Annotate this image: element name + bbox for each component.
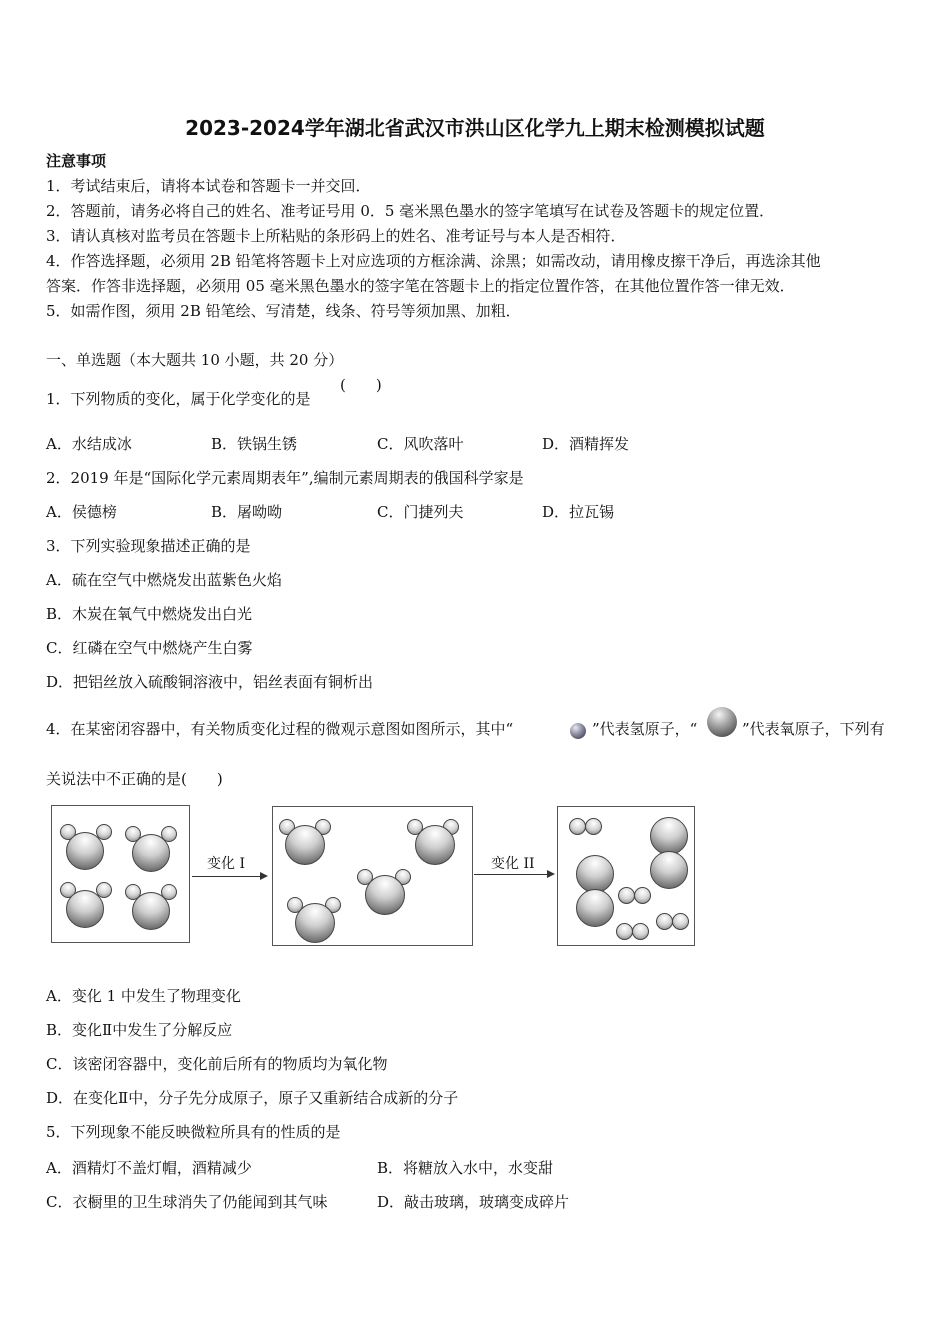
diagram-box-middle (272, 806, 473, 946)
oxygen-atom (66, 890, 104, 928)
arrow-icon (474, 874, 553, 875)
hydrogen-atom (634, 887, 651, 904)
oxygen-atom (66, 832, 104, 870)
arrow-label: 变化 I (207, 856, 245, 872)
hydrogen-atom (672, 913, 689, 930)
notice-heading: 注意事项 (46, 152, 107, 170)
option: B．将糖放入水中，水变甜 (377, 1159, 554, 1177)
oxygen-atom (132, 834, 170, 872)
hydrogen-atom (656, 913, 673, 930)
arrow-icon (192, 876, 266, 877)
option: B．铁锅生锈 (211, 435, 298, 453)
option: B．屠呦呦 (211, 503, 283, 521)
question-4-stem-part: ”代表氧原子，下列有 (742, 720, 885, 738)
option: D．把铝丝放入硫酸铜溶液中，铝丝表面有铜析出 (46, 673, 374, 691)
hydrogen-atom (616, 923, 633, 940)
oxygen-atom (576, 855, 614, 893)
section-heading: 一、单选题（本大题共 10 小题，共 20 分） (46, 351, 344, 369)
question-4-stem-part: 4．在某密闭容器中，有关物质变化过程的微观示意图如图所示，其中“ (46, 720, 514, 738)
question-4-stem-part: 关说法中不正确的是( ) (46, 770, 223, 788)
page-title: 2023-2024学年湖北省武汉市洪山区化学九上期末检测模拟试题 (185, 116, 765, 140)
notice-item: 3．请认真核对监考员在答题卡上所粘贴的条形码上的姓名、准考证号与本人是否相符． (46, 227, 626, 245)
oxygen-atom (132, 892, 170, 930)
notice-item: 答案．作答非选择题，必须用 05 毫米黑色墨水的签字笔在答题卡上的指定位置作答，在其他位置作答一律无效． (46, 277, 795, 295)
option: D．敲击玻璃，玻璃变成碎片 (377, 1193, 570, 1211)
question-3-stem: 3．下列实验现象描述正确的是 (46, 537, 251, 555)
arrow-label: 变化 II (491, 856, 535, 872)
notice-item: 4．作答选择题，必须用 2B 铅笔将答题卡上对应选项的方框涂满、涂黑；如需改动，请用橡皮擦干净后，再选涂其他 (46, 252, 821, 270)
hydrogen-atom (618, 887, 635, 904)
option: A．硫在空气中燃烧发出蓝紫色火焰 (46, 571, 282, 589)
hydrogen-atom (569, 818, 586, 835)
oxygen-atom (295, 903, 335, 943)
oxygen-atom (576, 889, 614, 927)
hydrogen-atom (585, 818, 602, 835)
hydrogen-atom-icon (570, 723, 586, 739)
option: D．拉瓦锡 (542, 503, 615, 521)
oxygen-atom (650, 851, 688, 889)
oxygen-atom (365, 875, 405, 915)
oxygen-atom (285, 825, 325, 865)
option: A．酒精灯不盖灯帽，酒精减少 (46, 1159, 252, 1177)
diagram-box-final (557, 806, 695, 946)
option: A．变化 1 中发生了物理变化 (46, 987, 241, 1005)
option: B．变化Ⅱ中发生了分解反应 (46, 1021, 233, 1039)
option: C．该密闭容器中，变化前后所有的物质均为氧化物 (46, 1055, 388, 1073)
question-2-stem: 2．2019 年是“国际化学元素周期表年”,编制元素周期表的俄国科学家是 (46, 469, 524, 487)
oxygen-atom (415, 825, 455, 865)
option: C．衣橱里的卫生球消失了仍能闻到其气味 (46, 1193, 328, 1211)
diagram-box-initial (51, 805, 190, 943)
notice-item: 1．考试结束后，请将本试卷和答题卡一并交回． (46, 177, 371, 195)
option: A．侯德榜 (46, 503, 117, 521)
option: A．水结成冰 (46, 435, 132, 453)
oxygen-atom (650, 817, 688, 855)
option: D．酒精挥发 (542, 435, 630, 453)
hydrogen-atom (632, 923, 649, 940)
option: B．木炭在氧气中燃烧发出白光 (46, 605, 253, 623)
question-4-stem-part: ”代表氢原子，“ (592, 720, 698, 738)
oxygen-atom-icon (707, 707, 737, 737)
question-1-stem: 1．下列物质的变化，属于化学变化的是 (46, 390, 311, 408)
option: C．门捷列夫 (377, 503, 464, 521)
answer-paren: ( ) (340, 376, 382, 394)
option: D．在变化Ⅱ中，分子先分成原子，原子又重新结合成新的分子 (46, 1089, 459, 1107)
notice-item: 2．答题前，请务必将自己的姓名、准考证号用 0．5 毫米黑色墨水的签字笔填写在试卷及答题卡的规定位置． (46, 202, 775, 220)
question-5-stem: 5．下列现象不能反映微粒所具有的性质的是 (46, 1123, 341, 1141)
option: C．风吹落叶 (377, 435, 464, 453)
notice-item: 5．如需作图，须用 2B 铅笔绘、写清楚，线条、符号等须加黑、加粗． (46, 302, 521, 320)
option: C．红磷在空气中燃烧产生白雾 (46, 639, 253, 657)
